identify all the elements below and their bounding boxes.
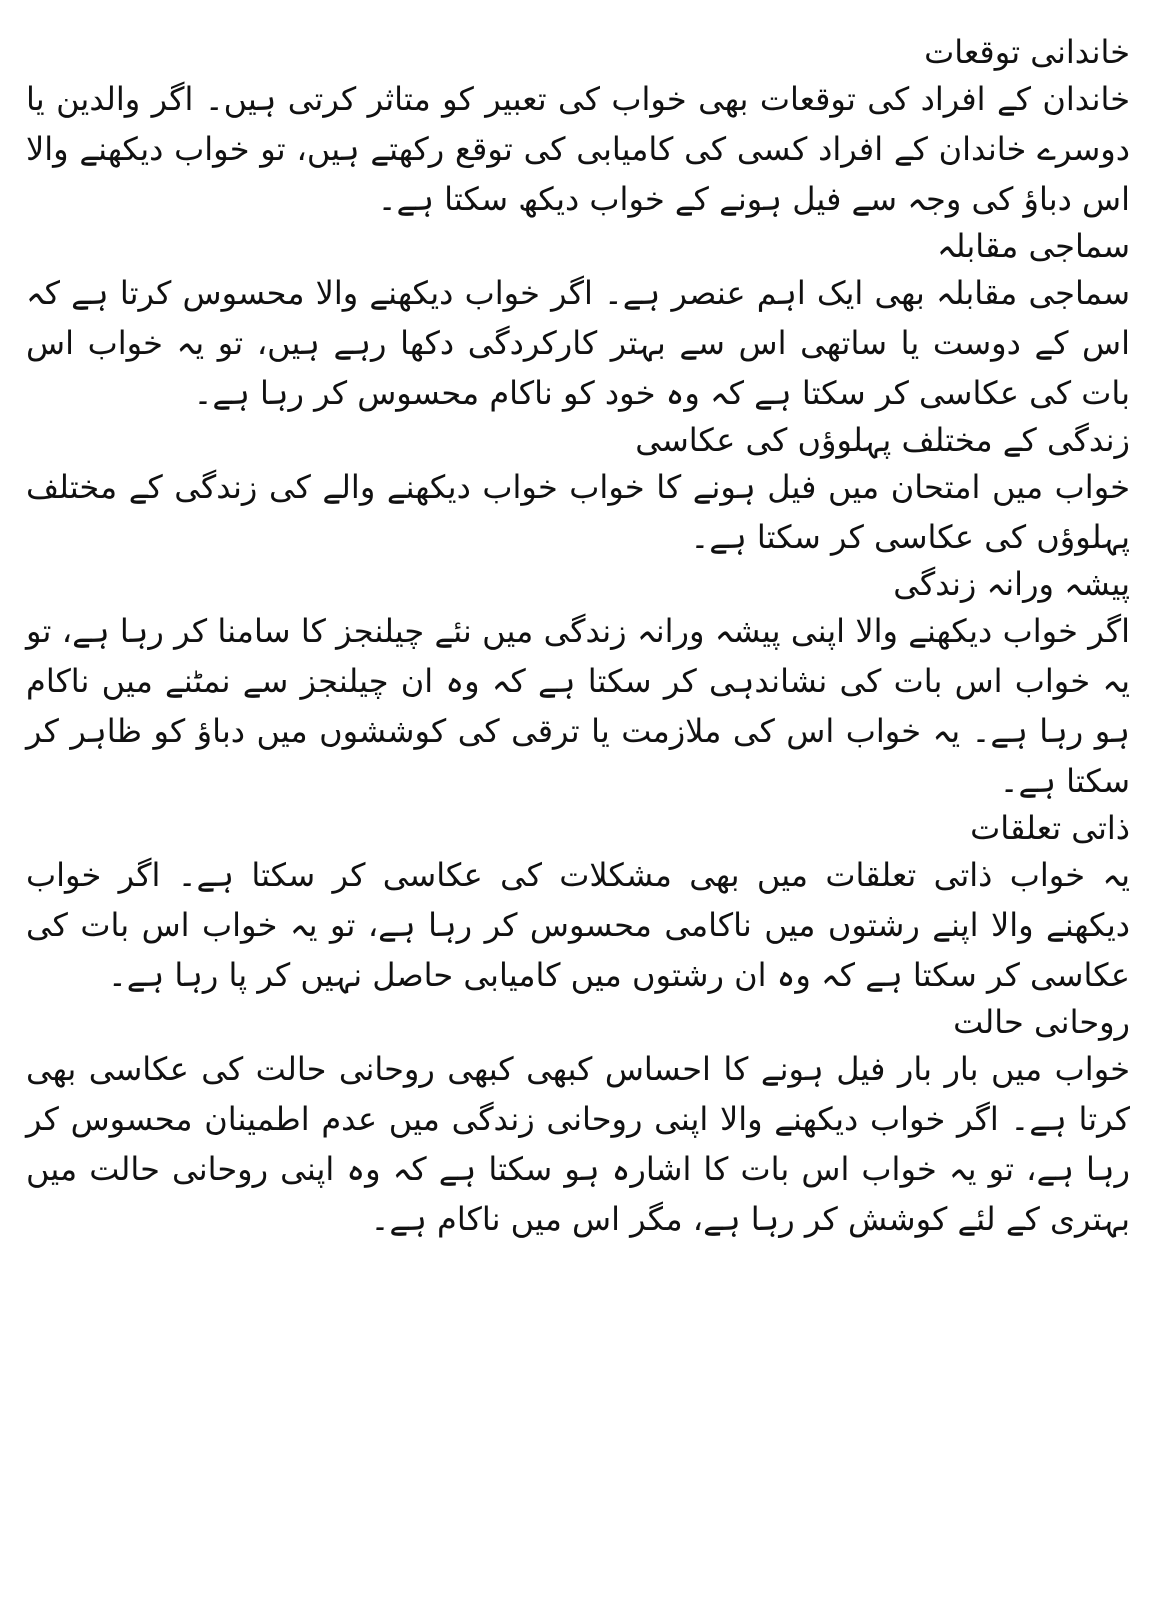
section-paragraph: خاندان کے افراد کی توقعات بھی خواب کی تعبیر کو متاثر کرتی ہیں۔ اگر والدین یا دوسرے خاندان کے افراد کسی کی کامیابی کی توقع رکھتے ہیں، تو خواب دیکھنے والا اس دباؤ کی وجہ سے فیل ہونے کے خواب دیکھ سکتا ہے۔ <box>26 80 1130 218</box>
section-heading: ذاتی تعلقات <box>970 809 1130 847</box>
section-professional-life <box>26 562 1130 806</box>
section-heading: سماجی مقابلہ <box>936 227 1130 265</box>
section-family-expectations <box>26 30 1130 224</box>
section-heading: خاندانی توقعات <box>924 33 1130 71</box>
section-heading: روحانی حالت <box>953 1003 1130 1041</box>
section-paragraph: اگر خواب دیکھنے والا اپنی پیشہ ورانہ زندگی میں نئے چیلنجز کا سامنا کر رہا ہے، تو یہ خواب اس بات کی نشاندہی کر سکتا ہے کہ وہ ان چیلنجز سے نمٹنے میں ناکام ہو رہا ہے۔ یہ خواب اس کی ملازمت یا ترقی کی کوششوں میں دباؤ کو ظاہر کر سکتا ہے۔ <box>26 612 1130 800</box>
article-body <box>26 30 1130 1244</box>
section-paragraph: سماجی مقابلہ بھی ایک اہم عنصر ہے۔ اگر خواب دیکھنے والا محسوس کرتا ہے کہ اس کے دوست یا ساتھی اس سے بہتر کارکردگی دکھا رہے ہیں، تو یہ خواب اس بات کی عکاسی کر سکتا ہے کہ وہ خود کو ناکام محسوس کر رہا ہے۔ <box>26 274 1130 412</box>
section-paragraph: خواب میں امتحان میں فیل ہونے کا خواب خواب دیکھنے والے کی زندگی کے مختلف پہلوؤں کی عکاسی کر سکتا ہے۔ <box>26 468 1130 556</box>
section-social-competition <box>26 224 1130 418</box>
section-personal-relationships <box>26 806 1130 1000</box>
section-heading: زندگی کے مختلف پہلوؤں کی عکاسی <box>635 421 1130 459</box>
section-life-aspects <box>26 418 1130 562</box>
section-spiritual-state <box>26 1000 1130 1244</box>
section-heading: پیشہ ورانہ زندگی <box>893 565 1130 603</box>
section-paragraph: یہ خواب ذاتی تعلقات میں بھی مشکلات کی عکاسی کر سکتا ہے۔ اگر خواب دیکھنے والا اپنے رشتوں میں ناکامی محسوس کر رہا ہے، تو یہ خواب اس بات کی عکاسی کر سکتا ہے کہ وہ ان رشتوں میں کامیابی حاصل نہیں کر پا رہا ہے۔ <box>26 856 1130 994</box>
section-paragraph: خواب میں بار بار فیل ہونے کا احساس کبھی کبھی روحانی حالت کی عکاسی بھی کرتا ہے۔ اگر خواب دیکھنے والا اپنی روحانی زندگی میں عدم اطمینان محسوس کر رہا ہے، تو یہ خواب اس بات کا اشارہ ہو سکتا ہے کہ وہ اپنی روحانی حالت میں بہتری کے لئے کوشش کر رہا ہے، مگر اس میں ناکام ہے۔ <box>26 1050 1130 1238</box>
